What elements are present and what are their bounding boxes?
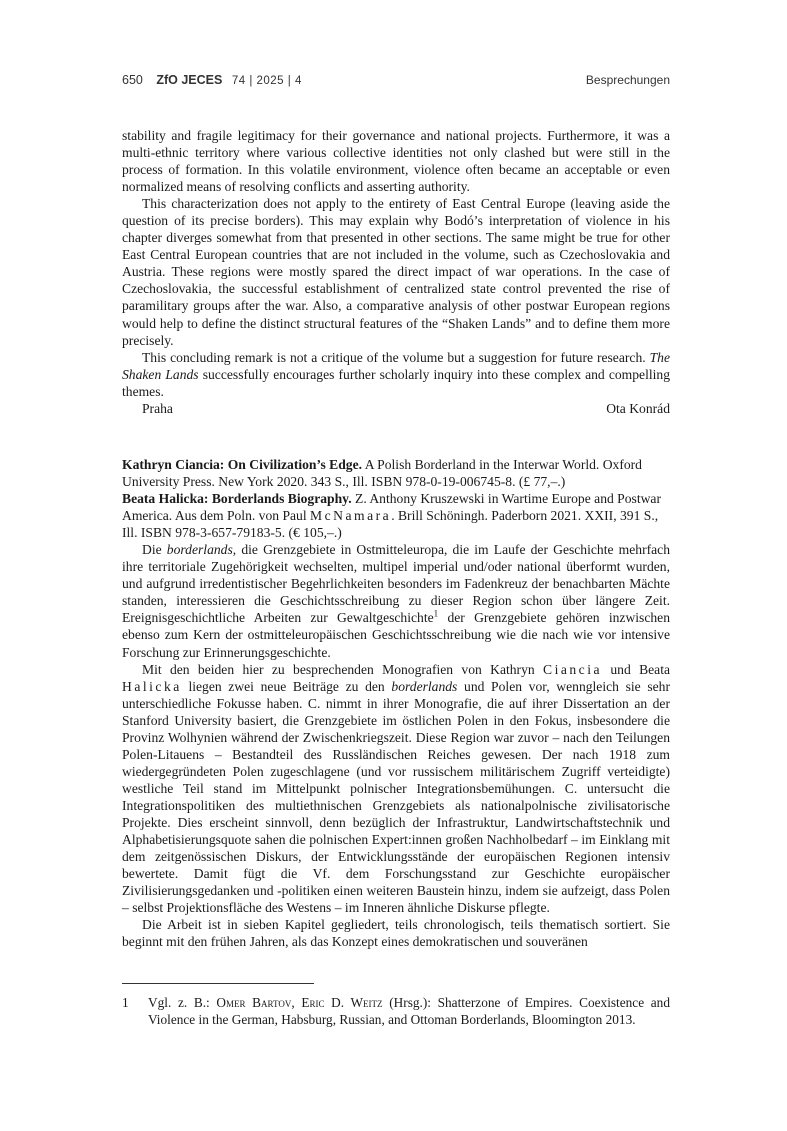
cited-author: Eric D. Weitz <box>301 995 383 1010</box>
book-title: Beata Halicka: Borderlands Biography. <box>122 491 352 507</box>
page-number: 650 <box>122 73 143 87</box>
footnote <box>122 994 670 1028</box>
review-konrad-end <box>122 127 670 417</box>
text-run: , <box>291 995 295 1010</box>
footnote-marker: 1 <box>433 608 439 619</box>
book-details: Z. Anthony Kruszewski in Wartime Europe and Postwar America. Aus dem Poln. von Paul <box>122 491 661 524</box>
book-details: A Polish Borderland in the Interwar World. Oxford University Press. New York 2020. 343 S., Ill. ISBN 978-0-19-006745-8. (£ 77,–.) <box>122 457 642 490</box>
paragraph <box>122 661 670 917</box>
paragraph <box>122 349 670 400</box>
footnote-text <box>148 994 670 1028</box>
text-run: Vgl. z. B.: <box>148 995 210 1010</box>
footnote-divider <box>122 983 314 984</box>
text-run: liegen zwei neue Beiträge zu den <box>188 678 385 694</box>
signature-place: Praha <box>142 400 173 416</box>
translator-name: McNamara <box>310 508 392 524</box>
book-details: . Brill Schöningh. Paderborn 2021. XXII, 391 S., Ill. ISBN 978-3-657-79183-5. (€ 105,–.) <box>122 508 659 541</box>
text-run: (Hrsg.): Shatterzone of Empires. Coexistence and Violence in the German, Habsburg, Russian, and Ottoman Borderlands, Bloomington 2013. <box>148 995 670 1027</box>
text-run: , die Grenzgebiete in Ostmitteleuropa, die im Laufe der Geschichte mehrfach ihre territoriale Zugehörigkeit wechselten, multipel imperial und/oder national überformt wurden, und aufgrund irredentistischer Begehrlichkeiten besonders im Fadenkreuz der benachbarten Mächte standen, interessieren die Geschichtsschreibung zu dieser Region schon über längere Zeit. Ereignisgeschichtliche Arbeiten zur Gewaltgeschichte <box>122 542 670 626</box>
book-reference <box>122 456 670 490</box>
section-name: Besprechungen <box>585 73 670 87</box>
paragraph: Die Arbeit ist in sieben Kapitel gegliedert, teils chronologisch, teils thematisch sortiert. Sie beginnt mit den frühen Jahren, als das Konzept eines demokratischen und souveränen <box>122 917 670 950</box>
italic-term: borderlands <box>166 542 233 558</box>
text-run: der Grenzgebiete gehören inzwischen ebenso zum Kern der ostmitteleuropäischen Geschichtsschreibung wie die nach wie vor intensive Forschung zur Erinnerungsgeschichte. <box>122 610 670 660</box>
paragraph <box>122 541 670 660</box>
book-title-italic: The Shaken Lands <box>122 349 670 382</box>
author-name-spaced: Ciancia <box>543 661 603 677</box>
footnote-number: 1 <box>122 995 129 1010</box>
journal-name: ZfO JECES <box>156 73 223 87</box>
journal-issue: 74 | 2025 | 4 <box>231 75 302 87</box>
running-header <box>122 73 670 91</box>
review-signature <box>122 400 670 417</box>
header-left <box>122 73 302 87</box>
book-title: Kathryn Ciancia: On Civilization’s Edge. <box>122 457 363 472</box>
review-book-references <box>122 456 670 541</box>
italic-term: borderlands <box>391 678 458 694</box>
review-borderlands <box>122 456 670 950</box>
cited-author: Omer Bartov <box>216 995 292 1010</box>
text-run: und Beata <box>610 661 671 677</box>
text-run: This concluding remark is not a critique of the volume but a suggestion for future research. <box>142 349 646 365</box>
author-name-spaced: Halicka <box>122 678 182 694</box>
text-run: Mit den beiden hier zu besprechenden Monografien von Kathryn <box>142 661 535 677</box>
paragraph: This characterization does not apply to the entirety of East Central Europe (leaving aside the question of its precise borders). This may explain why Bodó’s interpretation of violence in his chapter diverges somewhat from that presented in other sections. The same might be true for other East Central European countries that are not included in the volume, such as Czechoslovakia and Austria. These regions were mostly spared the direct impact of war operations. In the case of Czechoslovakia, the successful establishment of centralized state control prevented the rise of paramilitary groups after the war. Also, a comparative analysis of other postwar European regions would help to define the distinct structural features of the “Shaken Lands” and to define them more precisely. <box>122 196 670 348</box>
text-run: und Polen vor, wenngleich sie sehr unterschiedliche Fokusse haben. C. nimmt in ihrer Monografie, die auf ihrer Dissertation an der Stanford University basiert, die Grenzgebiete im östlichen Polen in den Fokus, insbesondere die Provinz Wolhynien während der Zwischenkriegszeit. Diese Region war zuvor – nach den Teilungen Polen-Litauens – Bestandteil des Russländischen Reiches gewesen. Der nach 1918 zum wiedergegründeten Polen zugeschlagene (und vor russischem militärischem Zugriff verteidigte) westliche Teil stand im Mittelpunkt polnischer Integrationsbemühungen. C. untersucht die Integrationspolitiken des multiethnischen Grenzgebiets als nationalpolnische zivilisatorische Projekte. Dies erscheint sinnvoll, denn bezüglich der Infrastruktur, Landwirtschaftstechnik und Alphabetisierungsquote sahen die polnischen Expert:innen großen Nachholbedarf – im Einklang mit dem zeitgenössischen Diskurs, der Entwicklungsstände der europäischen Regionen intensiv bewertete. Damit fügt die Vf. dem Forschungsstand zur Geschichte europäischer Zivilisierungsgedanken und -politiken einen weiteren Baustein hinzu, indem sie aufzeigt, dass Polen – selbst Projektionsfläche des Westens – im Inneren ähnliche Diskurse pflegte. <box>122 678 670 916</box>
signature-author: Ota Konrád <box>606 400 670 416</box>
text-run: successfully encourages further scholarly inquiry into these complex and compelling themes. <box>122 366 670 399</box>
book-reference <box>122 490 670 541</box>
text-run: Die <box>142 542 162 558</box>
paragraph: stability and fragile legitimacy for their governance and national projects. Furthermore, it was a multi-ethnic territory where various collective identities not only clashed but were still in the process of formation. In this volatile environment, violence often became an acceptable or even normalized means of resolving conflicts and asserting authority. <box>122 128 670 195</box>
